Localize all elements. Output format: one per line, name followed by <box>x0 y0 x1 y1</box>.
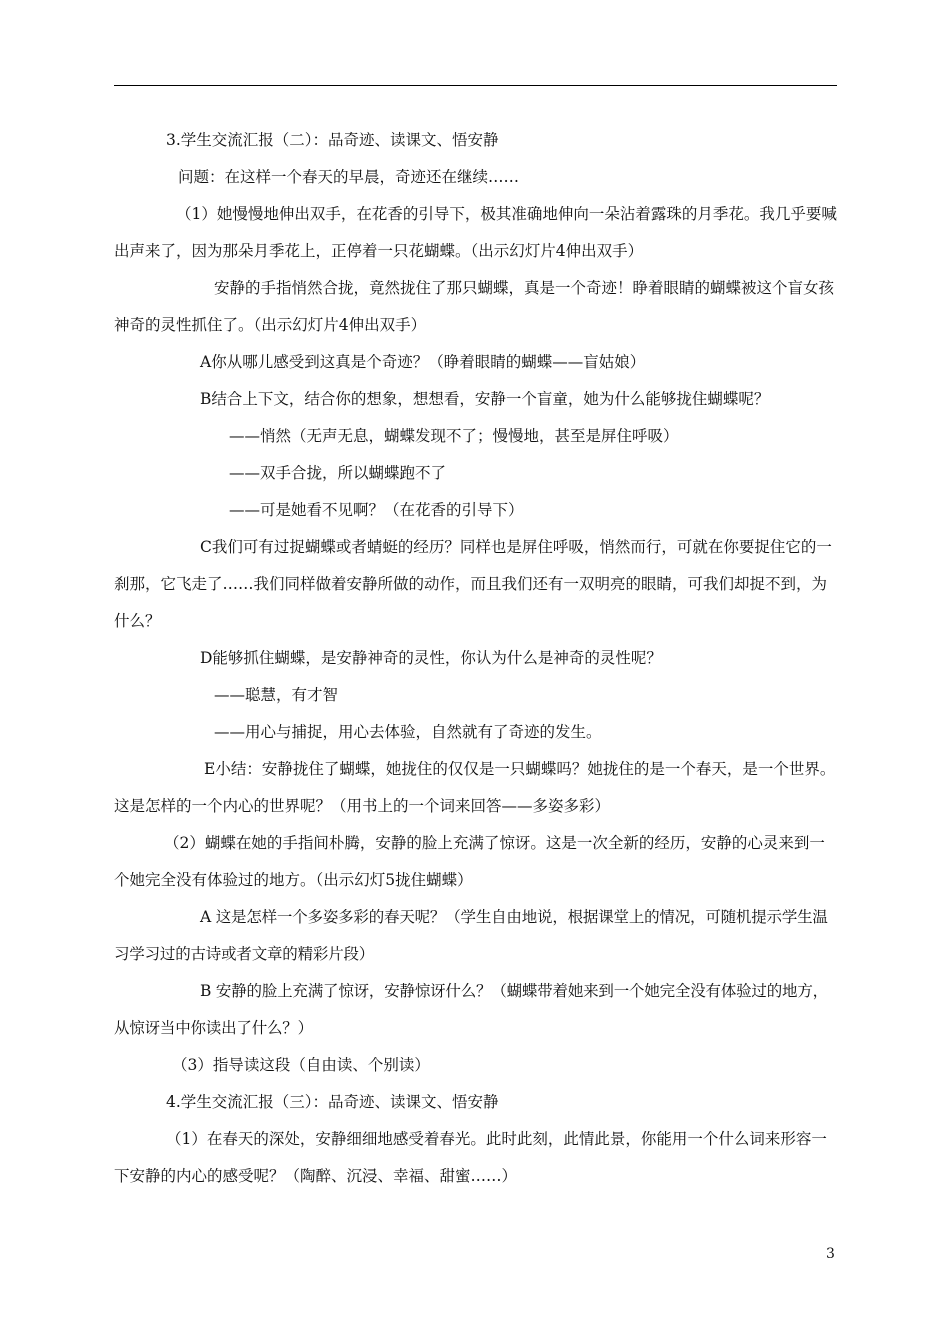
answer-line: ——双手合拢，所以蝴蝶跑不了 <box>229 464 447 482</box>
section-heading-4: 4.学生交流汇报（三）：品奇迹、读课文、悟安静 <box>166 1093 499 1111</box>
answer-line: ——可是她看不见啊？（在花香的引导下） <box>229 501 524 519</box>
paragraph-3: （3）指导读这段（自由读、个别读） <box>172 1056 430 1074</box>
question-b: B结合上下文，结合你的想象，想想看，安静一个盲童，她为什么能够拢住蝴蝶呢？ <box>200 390 770 408</box>
paragraph-quiet-hands: 安静的手指悄然合拢，竟然拢住了那只蝴蝶，真是一个奇迹！睁着眼睛的蝴蝶被这个盲女孩神奇的灵性抓住了。（出示幻灯片4伸出双手） <box>114 279 835 334</box>
answer-line: ——用心与捕捉，用心去体验，自然就有了奇迹的发生。 <box>214 723 602 741</box>
question-d: D能够抓住蝴蝶，是安静神奇的灵性，你认为什么是神奇的灵性呢？ <box>200 649 662 667</box>
question-2b: B 安静的脸上充满了惊讶，安静惊讶什么？（蝴蝶带着她来到一个她完全没有体验过的地方，从惊讶当中你读出了什么？） <box>114 982 828 1037</box>
summary-e: E小结：安静拢住了蝴蝶，她拢住的仅仅是一只蝴蝶吗？她拢住的是一个春天，是一个世界。这是怎样的一个内心的世界呢？（用书上的一个词来回答——多姿多彩） <box>114 760 836 815</box>
answer-line: ——聪慧，有才智 <box>214 686 339 704</box>
document-body <box>114 122 837 1195</box>
question-c: C我们可有过捉蝴蝶或者蜻蜓的经历？同样也是屏住呼吸，悄然而行，可就在你要捉住它的一刹那，它飞走了……我们同样做着安静所做的动作，而且我们还有一双明亮的眼睛，可我们却捉不到，为什么？ <box>114 538 832 630</box>
paragraph-4-1: （1）在春天的深处，安静细细地感受着春光。此时此刻，此情此景，你能用一个什么词来形容一下安静的内心的感受呢？（陶醉、沉浸、幸福、甜蜜……） <box>114 1130 827 1185</box>
paragraph-1: （1）她慢慢地伸出双手，在花香的引导下，极其准确地伸向一朵沾着露珠的月季花。我几乎要喊出声来了，因为那朵月季花上，正停着一只花蝴蝶。（出示幻灯片4伸出双手） <box>114 205 837 260</box>
answer-line: ——悄然（无声无息，蝴蝶发现不了；慢慢地，甚至是屏住呼吸） <box>229 427 679 445</box>
page-number: 3 <box>826 1246 835 1262</box>
question-2a: A 这是怎样一个多姿多彩的春天呢？（学生自由地说，根据课堂上的情况，可随机提示学生温习学习过的古诗或者文章的精彩片段） <box>114 908 828 963</box>
question-a: A你从哪儿感受到这真是个奇迹？（睁着眼睛的蝴蝶——盲姑娘） <box>200 353 646 371</box>
header-rule <box>114 85 837 86</box>
question-line: 问题：在这样一个春天的早晨，奇迹还在继续…… <box>178 168 520 186</box>
section-heading-3: 3.学生交流汇报（二）：品奇迹、读课文、悟安静 <box>166 131 499 149</box>
paragraph-2: （2）蝴蝶在她的手指间朴腾，安静的脸上充满了惊讶。这是一次全新的经历，安静的心灵来到一个她完全没有体验过的地方。（出示幻灯5拢住蝴蝶） <box>114 834 825 889</box>
